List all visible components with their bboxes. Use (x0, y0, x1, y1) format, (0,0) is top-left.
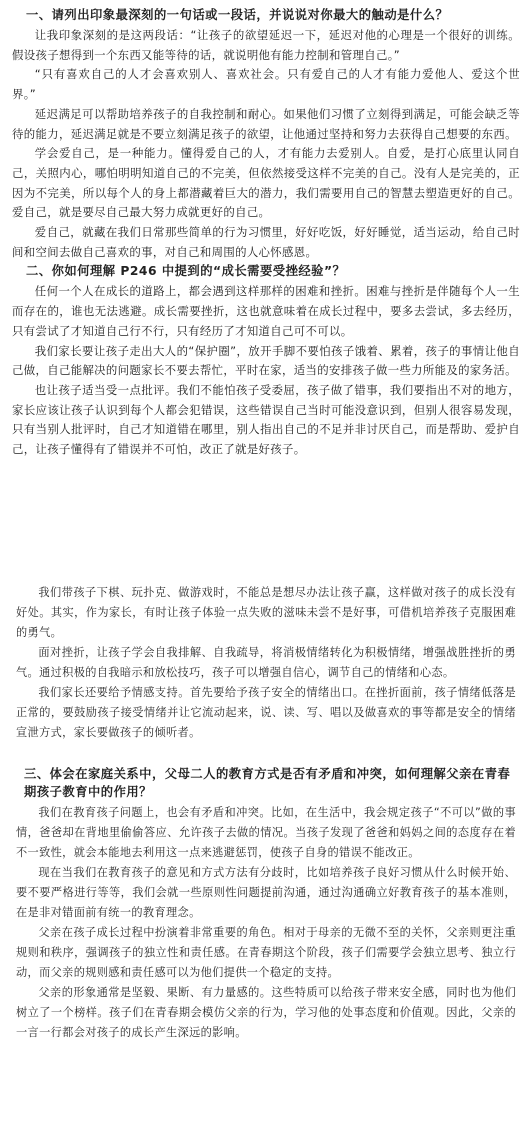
paragraph: 父亲在孩子成长过程中扮演着非常重要的角色。相对于母亲的无微不至的关怀，父亲则更注重规则和秩序，强调孩子的独立性和责任感。在青春期这个阶段，孩子们需要学会独立思考、独立行动，而父亲的规则感和责任感可以为他们提供一个稳定的支持。 (16, 926, 516, 979)
section-heading: 二、你如何理解 P246 中提到的“成长需要受挫经验”？ (26, 264, 346, 279)
paragraph: 我们带孩子下棋、玩扑克、做游戏时，不能总是想尽办法让孩子赢，这样做对孩子的成长没有好处。其实，作为家长，有时让孩子体验一点失败的滋味未尝不是好事，可借机培养孩子克服困难的勇气。 (16, 586, 516, 639)
paragraph: 我们在教育孩子问题上，也会有矛盾和冲突。比如，在生活中，我会规定孩子“不可以”做的事情，爸爸却在背地里偷偷答应、允许孩子去做的情况。当孩子发现了爸爸和妈妈之间的态度存在着不一致性，就会本能地去利用这一点来逃避惩罚，使孩子自身的错误不能改正。 (16, 806, 516, 859)
section-heading: 一、请列出印象最深刻的一句话或一段话，并说说对你最大的触动是什么？ (26, 8, 449, 22)
paragraph: 延迟满足可以帮助培养孩子的自我控制和耐心。如果他们习惯了立刻得到满足，可能会缺乏等待的能力，延迟满足就是不要立刻满足孩子的欲望，让他通过坚持和努力去获得自己想要的东西。 (12, 106, 520, 141)
document-section-lower (0, 577, 532, 1123)
section-heading: 三、体会在家庭关系中，父母二人的教育方式是否有矛盾和冲突，如何理解父亲在青春期孩子教育中的作用？ (24, 767, 511, 799)
spacer (16, 743, 516, 765)
paragraph: 面对挫折，让孩子学会自我排解、自我疏导，将消极情绪转化为积极情绪，增强战胜挫折的勇气。通过积极的自我暗示和放松技巧，孩子可以增强自信心，调节自己的情绪和心态。 (16, 646, 516, 679)
paragraph: 现在当我们在教育孩子的意见和方式方法有分歧时，比如培养孩子良好习惯从什么时候开始、要不要严格进行等等，我们会就一些原则性问题提前沟通，通过沟通确立好教育孩子的基本准则，在是非对错面前有统一的教育理念。 (16, 866, 516, 919)
paragraph: 爱自己，就藏在我们日常那些简单的行为习惯里，好好吃饭，好好睡觉，适当运动，给自己时间和空间去做自己喜欢的事，对自己和周围的人心怀感恩。 (12, 225, 520, 259)
paragraph: 任何一个人在成长的道路上，都会遇到这样那样的困难和挫折。困难与挫折是伴随每个人一生而存在的，谁也无法逃避。成长需要挫折，这也就意味着在成长过程中，要多去尝试，多去经历，只有尝试了才知道自己行不行，只有经历了才知道自己可不可以。 (12, 284, 520, 338)
paragraph: 也让孩子适当受一点批评。我们不能怕孩子受委屈，孩子做了错事，我们要指出不对的地方，家长应该让孩子认识到每个人都会犯错误，这些错误自己当时可能没意识到，但别人很容易发现，只有当别人批评时，自己才知道错在哪里，别人指出自己的不足并非讨厌自己，而是帮助、爱护自己，让孩子懂得有了错误并不可怕，改正了就是好孩子。 (12, 382, 520, 457)
paragraph: 我们家长要让孩子走出大人的“保护圈”，放开手脚不要怕孩子饿着、累着，孩子的事情让他自己做，自己能解决的问题家长不要去帮忙，平时在家，适当的安排孩子做一些力所能及的家务活。 (12, 343, 520, 378)
paragraph: “只有喜欢自己的人才会喜欢别人、喜欢社会。只有爱自己的人才有能力爱他人、爱这个世界。” (12, 67, 520, 102)
paragraph: 父亲的形象通常是坚毅、果断、有力量感的。这些特质可以给孩子带来安全感，同时也为他们树立了一个榜样。孩子们在青春期会模仿父亲的行为，学习他的处事态度和价值观。因此，父亲的一言一行都会对孩子的成长产生深远的影响。 (16, 986, 516, 1039)
paragraph: 我们家长还要给予情感支持。首先要给予孩子安全的情绪出口。在挫折面前，孩子情绪低落是正常的，要鼓励孩子接受情绪并让它流动起来，说、读、写、唱以及做喜欢的事等都是安全的情绪宣泄方式，家长要做孩子的倾听者。 (16, 686, 516, 739)
paragraph: 学会爱自己，是一种能力。懂得爱自己的人，才有能力去爱别人。自爱，是打心底里认同自己，关照内心，哪怕明明知道自己的不完美，但依然接受这样不完美的自己。没有人是完美的，正因为不完美，所以每个人的身上都潜藏着巨大的潜力，我们需要用自己的智慧去塑造更好的自己。爱自己，就是要尽自己最大努力成就更好的自己。 (12, 146, 520, 220)
paragraph: 让我印象深刻的是这两段话：“让孩子的欲望延迟一下，延迟对他的心理是一个很好的训练。假设孩子想得到一个东西又能等待的话，就说明他有能力控制和管理自己。” (12, 28, 520, 62)
